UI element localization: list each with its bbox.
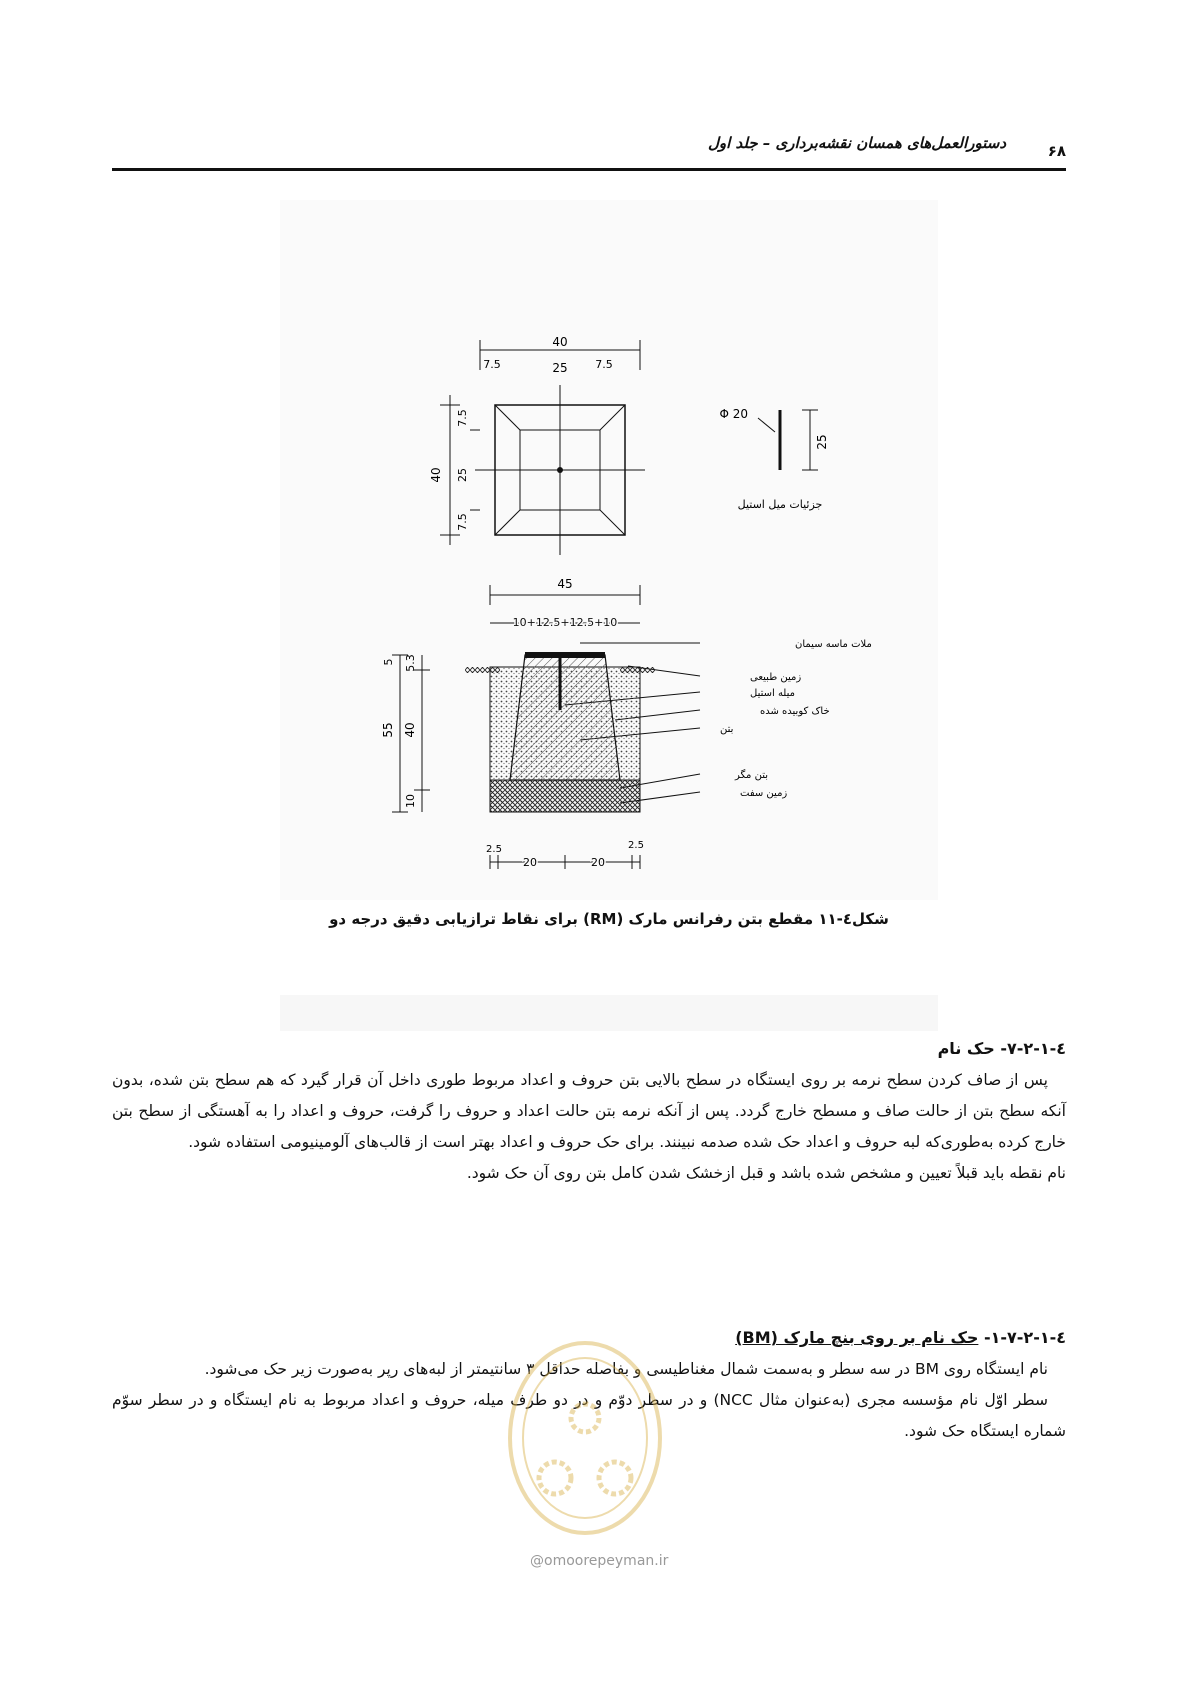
label-mortar: ملات ماسه سیمان [795, 639, 872, 650]
figure-band [280, 995, 938, 1031]
dim-top-width: 40 [552, 335, 568, 349]
section-dim-10: 10 [404, 794, 417, 808]
lean-concrete [490, 780, 640, 812]
watermark-url: @omoorepeyman.ir [530, 1553, 669, 1569]
dim-top-height: 40 [429, 467, 443, 483]
subsection-paragraph-2: سطر اوّل نام مؤسسه مجری (به‌عنوان مثال NCC) و در سطر دوّم و در دو طرف میله، حروف و اعداد مربوط به نام ایستگاه و در سطر سوّم شماره ایستگاه حک شود. [112, 1391, 1066, 1440]
dim-top-left: 7.5 [483, 358, 501, 371]
figure-caption: شکل٤-١١ مقطع بتن رفرانس مارک (RM) برای نقاط ترازیابی دقیق درجه دو [329, 910, 889, 928]
rod-length: 25 [815, 434, 829, 450]
section-width: 45 [557, 577, 573, 591]
mortar-cap [525, 652, 605, 658]
bottom-dim-right: 2.5 [628, 840, 644, 851]
header-title: دستورالعمل‌های همسان نقشه‌برداری – جلد اول [707, 134, 1006, 152]
rod-point [557, 467, 563, 473]
label-lean-concrete: بتن مگر [735, 770, 768, 781]
label-natural-ground: زمین طبیعی [750, 672, 802, 683]
watermark-logo [505, 1338, 665, 1538]
section-engraving-name [112, 1033, 1066, 1189]
subsection-paragraph: نام ایستگاه روی BM در سه سطر و به‌سمت شمال مغناطیسی و بفاصله حداقل ٣ سانتیمتر از لبه‌های رپر به‌صورت زیر حک می‌شود. [204, 1360, 1048, 1378]
subsection-heading-number: ٤-١-٢-٧-١- [983, 1328, 1066, 1347]
section-heading: ٤-١-٢-٧- حک نام [937, 1039, 1066, 1058]
dim-top-inner: 25 [456, 468, 469, 482]
label-compacted-soil: خاک کوبیده شده [760, 706, 830, 717]
dim-top-center: 25 [552, 361, 568, 375]
concrete-block [510, 655, 620, 780]
page-header [112, 128, 1066, 171]
section-paragraph-2: نام نقطه باید قبلاً تعیین و مشخص شده باشد و قبل ازخشک شدن کامل بتن روی آن حک شود. [466, 1164, 1066, 1182]
figure-drawing [280, 200, 938, 900]
rod-detail [758, 410, 818, 470]
label-steel-rod: میله استیل [750, 688, 795, 699]
subsection-heading-text: حک نام بر روی بنچ مارک (BM) [735, 1328, 979, 1347]
dim-top-right: 7.5 [595, 358, 613, 371]
dim-bottom-bevel: 7.5 [456, 513, 469, 531]
rod-diameter: Φ 20 [719, 407, 748, 421]
bottom-dim-left: 2.5 [486, 844, 502, 855]
section-dim-5: 5 [382, 658, 395, 666]
bottom-dim-20b: 20 [591, 856, 605, 869]
section-dim-55: 55 [381, 722, 395, 738]
section-bottom-dims [490, 855, 640, 869]
label-concrete: بتن [720, 724, 734, 735]
section-breakdown: 10+12.5+12.5+10 [512, 616, 618, 629]
figure-rm-section [280, 200, 938, 900]
section-dim-40: 40 [403, 722, 417, 738]
section-paragraph: پس از صاف کردن سطح نرمه بر روی ایستگاه در سطح بالایی بتن حروف و اعداد مربوط طوری داخل آن قرار گیرد که هم سطح بتن شده، بدون آنکه سطح بتن از حالت صاف و مسطح خارج گردد. پس از آنکه نرمه بتن حالت اعداد و حروف را گرفت، حروف و اعداد را به آهستگی از سطح بتن خارج کرده به‌طوری‌که لبه حروف و اعداد حک شده صدمه نبینند. برای حک حروف و اعداد بهتر است از قالب‌های آلومینیومی استفاده شود. [112, 1071, 1066, 1151]
page-number: ۶۸ [1047, 142, 1066, 160]
section-dim-53: 5.3 [404, 654, 417, 672]
bottom-dim-20a: 20 [523, 856, 537, 869]
top-view [440, 340, 645, 555]
label-hard-ground: زمین سفت [740, 788, 788, 799]
rod-detail-label: جزئیات میل استیل [737, 498, 823, 511]
dim-top-bevel: 7.5 [456, 409, 469, 427]
